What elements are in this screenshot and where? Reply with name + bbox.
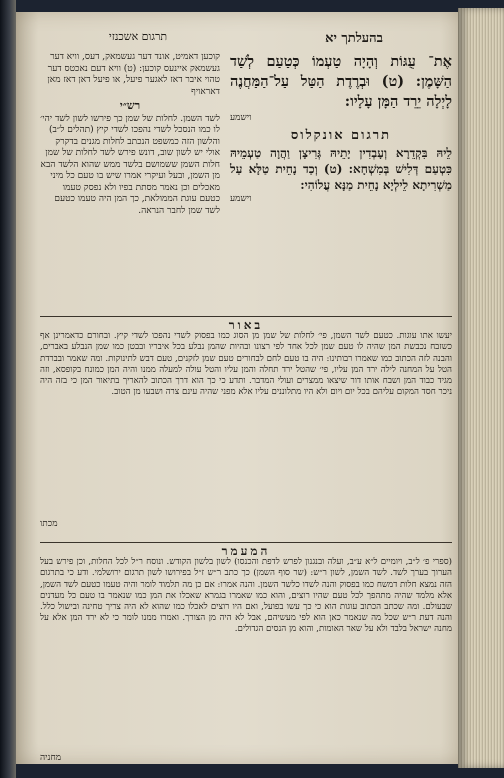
torah-verse: אֶת־ עֻגּוֹת וְהָיָה טַעְמוֹ כְּטַעַם לְשַׁד הַשָּׁמֶן: (ט) וּבְרֶדֶת הַטַּל עַל־הַמַּחֲנֶה לָיְלָה יֵרֵד הַמָּן עָלָיו: [230,53,452,110]
catchword-measure: מחניה [40,753,62,764]
measure-title: המעמר [221,544,271,558]
measure-text: (ספרי פ׳ ל״ב, ויומיים ל״א ע״ב, ועלה ובנגנון לפרש לדפת והכנסו) לשון בלשון הקודש. ונוסח ר״ל לכל החלות, וכן פירש בעל הערוך בערך לשד. לשד השמן, לשון ר״ש: (שר סוף השמן) כך כתב ר״ש ז״ל בפירושו לשון תרגום ירושלמי. ודע כי בתרגום הזה נמצא חלות דמשח כמו בפסוק והנה לשדו כלשד השמן. והנה אמרו: אם כן מה תלמוד לומר והיה טעמו כטעם לשד השמן, אלא מלמד שהיה מתהפך לכל טעם שהיו רוצים, והוא כמו שאמרו בגמרא שאכלו את המן כמו שנאמר בו טעם כל מעדנים שבעולם. ומה שכתב הכתוב עוגות הוא כי כך עשו בפועל, ואם היו רוצים לאכלו כמו שהוא לא היה צריך טחינה ובישול כלל. והנה דעת ר״ש שכל מה שנאמר כאן הוא לפי מעשיהם, אבל לא היה מן הצורך. ואמרו ממנו לומר כי לא ירד המן אלא על מחנה ישראל בלבד ולא על שאר האומות, והוא מן הנסים הגדולים. [40,557,452,635]
catchword-biur: מכתו [40,519,58,530]
divider-1 [40,316,452,317]
biur-title: באור [228,318,264,332]
running-header [40,30,452,50]
catchword-verse: וישמע [230,113,252,123]
divider-2 [40,542,452,543]
onkelos-text: לֵיהּ בִּקְדֵרָא וְעָבְדִין יָתֵיהּ גְּרִיצָן וַהֲוָה טַעְמֵיהּ כִּטְעַם דְּלִישׁ בְּמִשְׁחָא: (ט) וְכַד נָחֵית טַלָּא עַל מַשְׁרִיתָא לֵילְיָא נָחֵית מַנָּא עֲלוֹהִי: [230,146,452,192]
main-column [230,52,452,204]
side-column [40,52,220,217]
rashi-side-text: לשד השמן. לחלות של שמן כך פירשו לשון לשד יהי׳ לו כמו הנסכל לשדי נהפכו לשדי קיץ (תהלים ל״ב) והלשון הזה כמשפט הנכתב לחלות מגנים בדקרק אולי יש לשון שוב, דונש פירש לשד לחלות של שמן חלות השמן ששמושם בלשד ממש שהוא הלשד הבא מן השמן, ובעל ועיקרי אמרו שיש בו טעם כל מיני מאכלים וכן נאמר מסתת בפיו ולא נפסק טעמו כטעם עוגת הממולאת, כך המן היה טעמו כטעם לשד שמן לחבר הנראה. [40,113,220,216]
book-page [16,12,462,764]
german-translation: קוכען דאמיט, אונד דער געשמאק, דעס, וויא דער געשמאק איינעס קוכען: (ט) וויא דעם נאכטס דער טהוי איבר דאז לאגער פיעל, או פיעל דאן דאז מאן דאראויף [47,52,220,97]
rashi-title: רש״י [119,99,141,112]
biur-text: יעשו אתו עוגות. כטעם לשד השמן, פי׳ לחלות של שמן מן הסוג כמו בפסוק לשדי נהפכו לשדי קיץ. ובחורם כדאמרינן אף כשזבח נכבשת המן שהיה לו טעם שמן לכל אחד לפי רצונו ובהיות שהמן נבלע בכל איבריו ובבטן כמו שמן הנבלע באברים, והבנה לזה הכתוב כמו שאמרו רבותינו: היה בו טעם לחם לבחורים טעם שמן לזקנים, טעם דבש לתינוקות. ומה שאמר ובברדת הטל על המחנה לילה ירד המן עליו, פי׳ שהטל ירד תחלה והמן עליו והטל עולה למעלה ממנו והיה המן כמונח בקופסא, וזה מגיד כבוד המן ושבח אותו דור שיצאו ממצרים ועולי המדבר. ותדע כי כך הוא דרך הכתוב להאריך בתיאור המן כי בזה היה ניכר חסד המקום עליהם בכל יום ויום ולא היו מתלוננים עליו אלא מפני שהיה עינם צרה ושבעו מן הטוב. [40,331,452,398]
measure-block [40,546,452,764]
page-edges [458,8,504,768]
running-header-right: בהעלתך יא [325,31,383,46]
biur-block [40,320,452,530]
book-spine [0,0,16,778]
catchword-onkelos: וישמע [230,194,252,204]
onkelos-title: תרגום אונקלוס [290,128,392,143]
running-header-left: תרגום אשכנזי [108,30,168,43]
